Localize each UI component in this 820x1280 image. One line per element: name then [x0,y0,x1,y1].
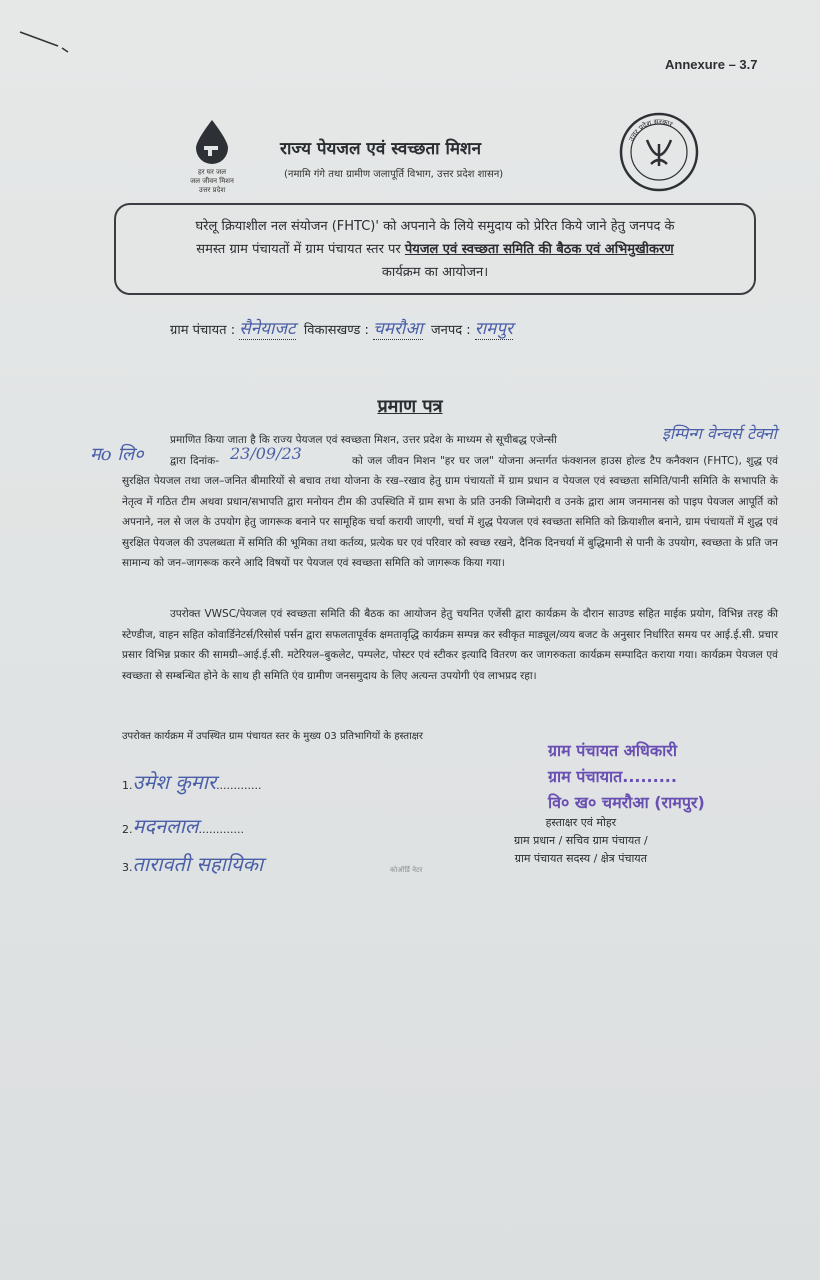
handwritten-date: 23/09/23 [230,444,302,463]
certificate-paragraph-2: उपरोक्त VWSC/पेयजल एवं स्वच्छता समिति की बैठक का आयोजन हेतु चयनित एजेंसी द्वारा कार्यक्रम के दौरान साउण्ड सहित माईक प्रयोग, विभिन्न तरह की स्टेण्डीज, वाहन सहित कोवार्डिनेटर्स/रिसोर्स पर्सन द्वारा सफलतापूर्वक क्षमतावृद्धि कार्यक्रम सम्पन्न कर स्वीकृत माड्यूल/व्यय बजट के अनुसार निर्धारित समय पर आई.ई.सी. प्रचार प्रसार विभिन्न प्रकार की सामग्री–आई.ई.सी. मटेरियल–बुकलेट, पम्पलेट, पोस्टर एवं स्टीकर इत्यादि वितरण कर जागरुकता कार्यक्रम सम्पादित कराया गया। कार्यक्रम पेयजल एवं स्वच्छता से सम्बन्धित होने के साथ ही समिति एंव ग्रामीण जनसमुदाय के लिए अत्यन्त उपयोगी एंव लाभप्रद रहा। [122,608,778,682]
pen-scratch-mark [18,28,78,58]
designation-line-1: हस्ताक्षर एवं मोहर [545,816,617,829]
district-value: रामपुर [475,316,513,340]
signature-1-name: उमेश कुमार [132,770,217,794]
box-line-1: घरेलू क्रियाशील नल संयोजन (FHTC)' को अपनाने के लिये समुदाय को प्रेरित किये जाने हेतु जनपद के [195,219,675,234]
signature-1: 1.उमेश कुमार............. [122,770,262,794]
para1-part-b: द्वारा दिनांक- [170,454,219,467]
faint-coordinator-text: कोऑर्डि नेटर [390,866,423,874]
designation-line-2: ग्राम प्रधान / सचिव ग्राम पंचायत / [514,834,648,847]
box-line-2-underlined: पेयजल एवं स्वच्छता समिति की बैठक एवं अभिमुखीकरण [404,242,674,257]
stamp-line-3: वि० ख० चमरौआ (रामपुर) [548,793,705,812]
handwritten-margin-note: मo लि० [90,444,144,465]
signature-2-number: 2. [122,823,133,836]
program-title-box [114,203,756,295]
logo-caption-2: जल जीवन मिशन [190,177,234,185]
block-label: विकासखण्ड : [303,323,369,338]
signature-2: 2.मदनलाल............. [122,814,244,838]
stamp-line-2: ग्राम पंचायात......... [548,767,677,786]
emblem-text: उत्तर प्रदेश सरकार [627,117,674,143]
signature-3-name: तारावती सहायिका [132,852,264,876]
signatory-designation [514,814,648,868]
block-value: चमरौआ [373,316,423,340]
signature-3 [122,850,263,877]
gram-panchayat-value: सैनेयाजट [239,316,295,340]
certificate-paragraph-1 [122,430,778,574]
signature-2-name: मदनलाल [132,814,199,838]
box-line-2 [130,238,740,261]
official-stamp [548,738,705,816]
box-line-2-plain: समस्त ग्राम पंचायतों में ग्राम पंचायत स्तर पर [196,242,401,257]
handwritten-agency-name: इम्पिन्ग वेन्चर्स टेक्नो [662,424,777,443]
water-drop-icon [192,118,232,164]
logo-caption-1: हर घर जल [198,168,226,176]
district-label: जनपद : [430,323,471,338]
annexure-label: Annexure – 3.7 [665,57,758,72]
stamp-line-1: ग्राम पंचायत अधिकारी [548,741,677,760]
certificate-title: प्रमाण पत्र [377,396,443,417]
box-line-3: कार्यक्रम का आयोजन। [381,265,489,280]
designation-line-3: ग्राम पंचायत सदस्य / क्षेत्र पंचायत [514,852,647,865]
para1-part-c: को जल जीवन मिशन "हर घर जल" योजना अन्तर्गत फंक्शनल हाउस होल्ड टैप कनैक्शन (FHTC), शुद्ध एवं सुरक्षित पेयजल तथा जल–जनित बीमारियों से बचाव तथा योजना के रख–रखाव हेतु ग्राम पंचायतों में ग्राम प्रधान व पेयजल एवं स्वच्छता समिति/पानी समिति के सभापति के नेतृत्व में गठित टीम अथवा प्रधान/सभापति द्वारा मनोयन टीम की उपस्थिति में ग्राम सभा के प्रति उनकी जिम्मेदारी व उनके द्वारा आम जनमानस को पाइप पेयजल आपूर्ति को अपनाने, नल से जल के उपयोग हेतु जागरूक बनाने पर सामूहिक चर्चा करायी जाएगी, चर्चा में शुद्ध पेयजल एवं स्वच्छता समिति को क्रियाशील बनाने, ग्राम पंचायतों में शुद्ध एवं सुरक्षित पेयजल की उपलब्धता में समिति की भूमिका तथा कर्तव्य, प्रत्येक घर एवं परिवार को स्वच्छ रखने, दैनिक दिनचर्या में बुद्धिमानी से पानी के उपयोग, स्वच्छता के प्रति जन सामान्य को जन–जागरूक करने आदि विषयों पर पेयजल एवं स्वच्छता समिति को जागरूक किया गया। [122,454,778,569]
mission-title: राज्य पेयजल एवं स्वच्छता मिशन [280,139,482,159]
gram-panchayat-label: ग्राम पंचायत : [170,323,236,338]
para1-part-a: प्रमाणित किया जाता है कि राज्य पेयजल एवं स्वच्छता मिशन, उत्तर प्रदेश के माध्यम से सूचीबद्ध एजेन्सी [170,434,557,446]
signatures-intro: उपरोक्त कार्यक्रम में उपस्थित ग्राम पंचायत स्तर के मुख्य 03 प्रतिभागियों के हस्ताक्षर [122,731,423,742]
location-row [170,316,513,340]
certificate-heading [0,394,820,418]
signature-3-number: 3. [122,861,133,874]
har-ghar-jal-logo [178,118,246,195]
signature-1-number: 1. [122,779,133,792]
logo-caption-3: उत्तर प्रदेश [198,186,226,194]
mission-subtitle: (नमामि गंगे तथा ग्रामीण जलापूर्ति विभाग, उत्तर प्रदेश शासन) [284,169,504,180]
up-government-emblem-icon [617,110,701,194]
